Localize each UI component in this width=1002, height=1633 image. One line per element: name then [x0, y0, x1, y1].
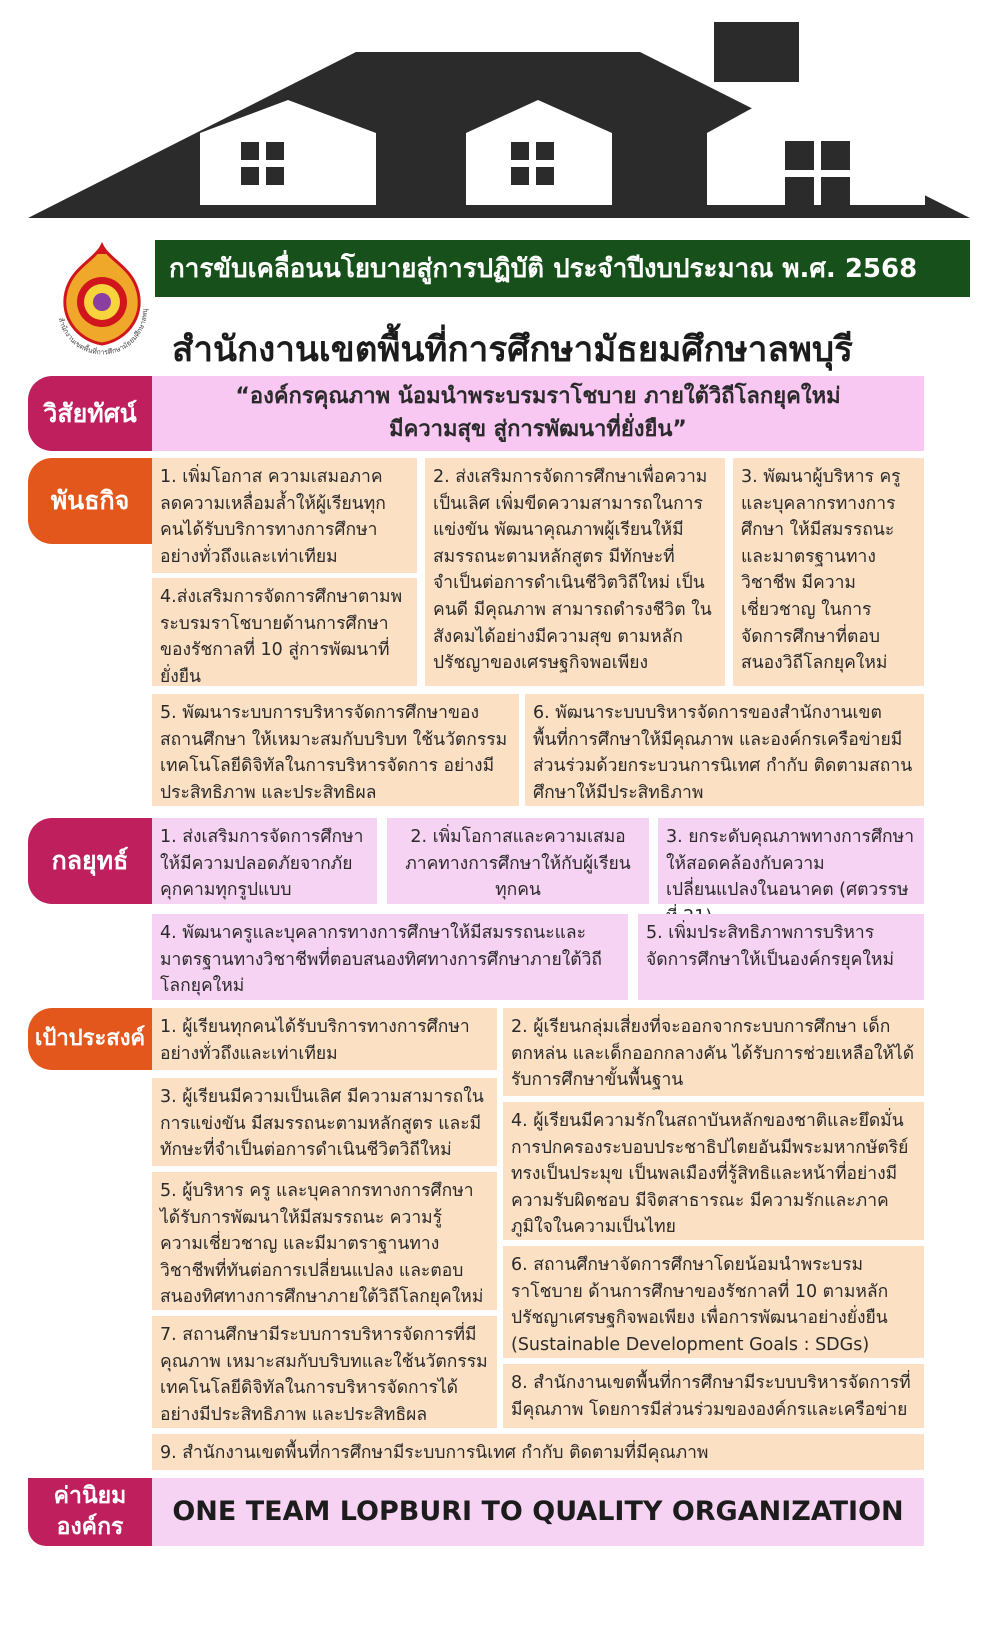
mission-item: 5. พัฒนาระบบการบริหารจัดการศึกษาของสถานศึกษา ให้เหมาะสมกับบริบท ใช้นวัตกรรมเทคโนโลยีดิจิทัลในการบริหารจัดการ อย่างมีประสิทธิภาพ และประสิทธิผล: [152, 694, 519, 806]
strategy-item: 2. เพิ่มโอกาสและความเสมอภาคทางการศึกษาให้กับผู้เรียนทุกคน: [387, 818, 649, 904]
goal-item: 4. ผู้เรียนมีความรักในสถาบันหลักของชาติและยึดมั่นการปกครองระบอบประชาธิปไตยอันมีพระมหากษัตริย์ทรงเป็นประมุข เป็นพลเมืองที่รู้สิทธิและหน้าที่อย่างมีความรับผิดชอบ มีจิตสาธารณะ มีความรักและภาคภูมิใจในความเป็นไทย: [503, 1102, 924, 1240]
mission-item: 6. พัฒนาระบบบริหารจัดการของสำนักงานเขตพื้นที่การศึกษาให้มีคุณภาพ และองค์กรเครือข่ายมีส่วนร่วมด้วยกระบวนการนิเทศ กำกับ ติดตามสถานศึกษาให้มีประสิทธิภาพ: [525, 694, 924, 806]
goal-item: 5. ผู้บริหาร ครู และบุคลากรทางการศึกษาได้รับการพัฒนาให้มีสมรรถนะ ความรู้ ความเชี่ยวชาญ และมีมาตราฐานทางวิชาชีพที่ทันต่อการเปลี่ยนแปลง และตอบสนองทิศทางการศึกษาภายใต้วิถีโลกยุคใหม่: [152, 1172, 497, 1310]
strategy-item: 1. ส่งเสริมการจัดการศึกษาให้มีความปลอดภัยจากภัยคุกคามทุกรูปแบบ: [152, 818, 377, 904]
strategy-label: กลยุทธ์: [28, 818, 152, 904]
vision-line-2: มีความสุข สู่การพัฒนาที่ยั่งยืน”: [389, 416, 687, 442]
goal-item: 1. ผู้เรียนทุกคนได้รับบริการทางการศึกษาอย่างทั่วถึงและเท่าเทียม: [152, 1008, 497, 1070]
mission-item: 2. ส่งเสริมการจัดการศึกษาเพื่อความเป็นเลิศ เพิ่มขีดความสามารถในการแข่งขัน พัฒนาคุณภาพผู้เรียนให้มีสมรรถนะตามหลักสูตร มีทักษะที่จำเป็นต่อการดำเนินชีวิตวิถีใหม่ เป็นคนดี มีคุณภาพ สามารถดำรงชีวิต ในสังคมได้อย่างมีความสุข ตามหลักปรัชญาของเศรษฐกิจพอเพียง: [425, 458, 725, 686]
goal-item: 2. ผู้เรียนกลุ่มเสี่ยงที่จะออกจากระบบการศึกษา เด็กตกหล่น และเด็กออกกลางคัน ได้รับการช่วยเหลือให้ได้รับการศึกษาขั้นพื้นฐาน: [503, 1008, 924, 1096]
values-text: ONE TEAM LOPBURI TO QUALITY ORGANIZATION: [172, 1496, 904, 1528]
goal-item: 7. สถานศึกษามีระบบการบริหารจัดการที่มีคุณภาพ เหมาะสมกับบริบทและใช้นวัตกรรมเทคโนโลยีดิจิทัลในการบริหารจัดการได้อย่างมีประสิทธิภาพ และประสิทธิผล: [152, 1316, 497, 1428]
values-label-line-1: ค่านิยม: [53, 1482, 127, 1509]
values-label: [28, 1478, 152, 1546]
goal-item: 8. สำนักงานเขตพื้นที่การศึกษามีระบบบริหารจัดการที่มีคุณภาพ โดยการมีส่วนร่วมขององค์กรและเครือข่าย: [503, 1364, 924, 1428]
strategy-item: 3. ยกระดับคุณภาพทางการศึกษาให้สอดคล้องกับความเปลี่ยนแปลงในอนาคต (ศตวรรษ: [658, 818, 924, 904]
office-name: สำนักงานเขตพื้นที่การศึกษามัธยมศึกษาลพบุรี: [172, 330, 853, 370]
mission-item: 4.ส่งเสริมการจัดการศึกษาตามพระบรมราโชบายด้านการศึกษาของรัชกาลที่ 10 สู่การพัฒนาที่ยั่งยืน: [152, 578, 417, 686]
vision-label: วิสัยทัศน์: [28, 376, 152, 451]
goal-item: 3. ผู้เรียนมีความเป็นเลิศ มีความสามารถในการแข่งขัน มีสมรรถนะตามหลักสูตร และมีทักษะที่จำเป็นต่อการดำเนินชีวิตวิถีใหม่: [152, 1078, 497, 1166]
mission-item: 1. เพิ่มโอกาส ความเสมอภาค ลดความเหลื่อมล้ำให้ผู้เรียนทุกคนได้รับบริการทางการศึกษาอย่างทั่วถึงและเท่าเทียม: [152, 458, 417, 573]
values-statement: [152, 1478, 924, 1546]
mission-item: 3. พัฒนาผู้บริหาร ครู และบุคลากรทางการศึกษา ให้มีสมรรถนะและมาตรฐานทางวิชาชีพ มีความเชี่ยวชาญ ในการจัดการศึกษาที่ตอบสนองวิถีโลกยุคใหม่: [733, 458, 924, 686]
goals-label: เป้าประสงค์: [28, 1008, 152, 1070]
office-logo-icon: [40, 240, 165, 360]
vision-line-1: “องค์กรคุณภาพ น้อมนำพระบรมราโชบาย ภายใต้วิถีโลกยุคใหม่: [235, 383, 841, 409]
roof-illustration: [0, 0, 1002, 235]
goal-item: 6. สถานศึกษาจัดการศึกษาโดยน้อมนำพระบรมราโชบาย ด้านการศึกษาของรัชกาลที่ 10 ตามหลักปรัชญาเศรษฐกิจพอเพียง เพื่อการพัฒนาอย่างยั่งยืน (Sustainable Development Goals : SDGs): [503, 1246, 924, 1358]
mission-label: พันธกิจ: [28, 458, 152, 544]
logo-caption: สำนักงานเขตพื้นที่การศึกษามัธยมศึกษาลพบุ: [56, 308, 150, 357]
goal-item: 9. สำนักงานเขตพื้นที่การศึกษามีระบบการนิเทศ กำกับ ติดตามที่มีคุณภาพ: [152, 1434, 924, 1470]
page-title: การขับเคลื่อนนโยบายสู่การปฏิบัติ ประจำปีงบประมาณ พ.ศ. 2568: [155, 240, 970, 297]
vision-statement: [152, 376, 924, 451]
values-label-line-2: องค์กร: [56, 1514, 124, 1540]
strategy-item: 4. พัฒนาครูและบุคลากรทางการศึกษาให้มีสมรรถนะและมาตรฐานทางวิชาชีพที่ตอบสนองทิศทางการศึกษาภายใต้วิถีโลกยุคใหม่: [152, 914, 628, 1000]
strategy-item: 5. เพิ่มประสิทธิภาพการบริหารจัดการศึกษาให้เป็นองค์กรยุคใหม่: [638, 914, 924, 1000]
